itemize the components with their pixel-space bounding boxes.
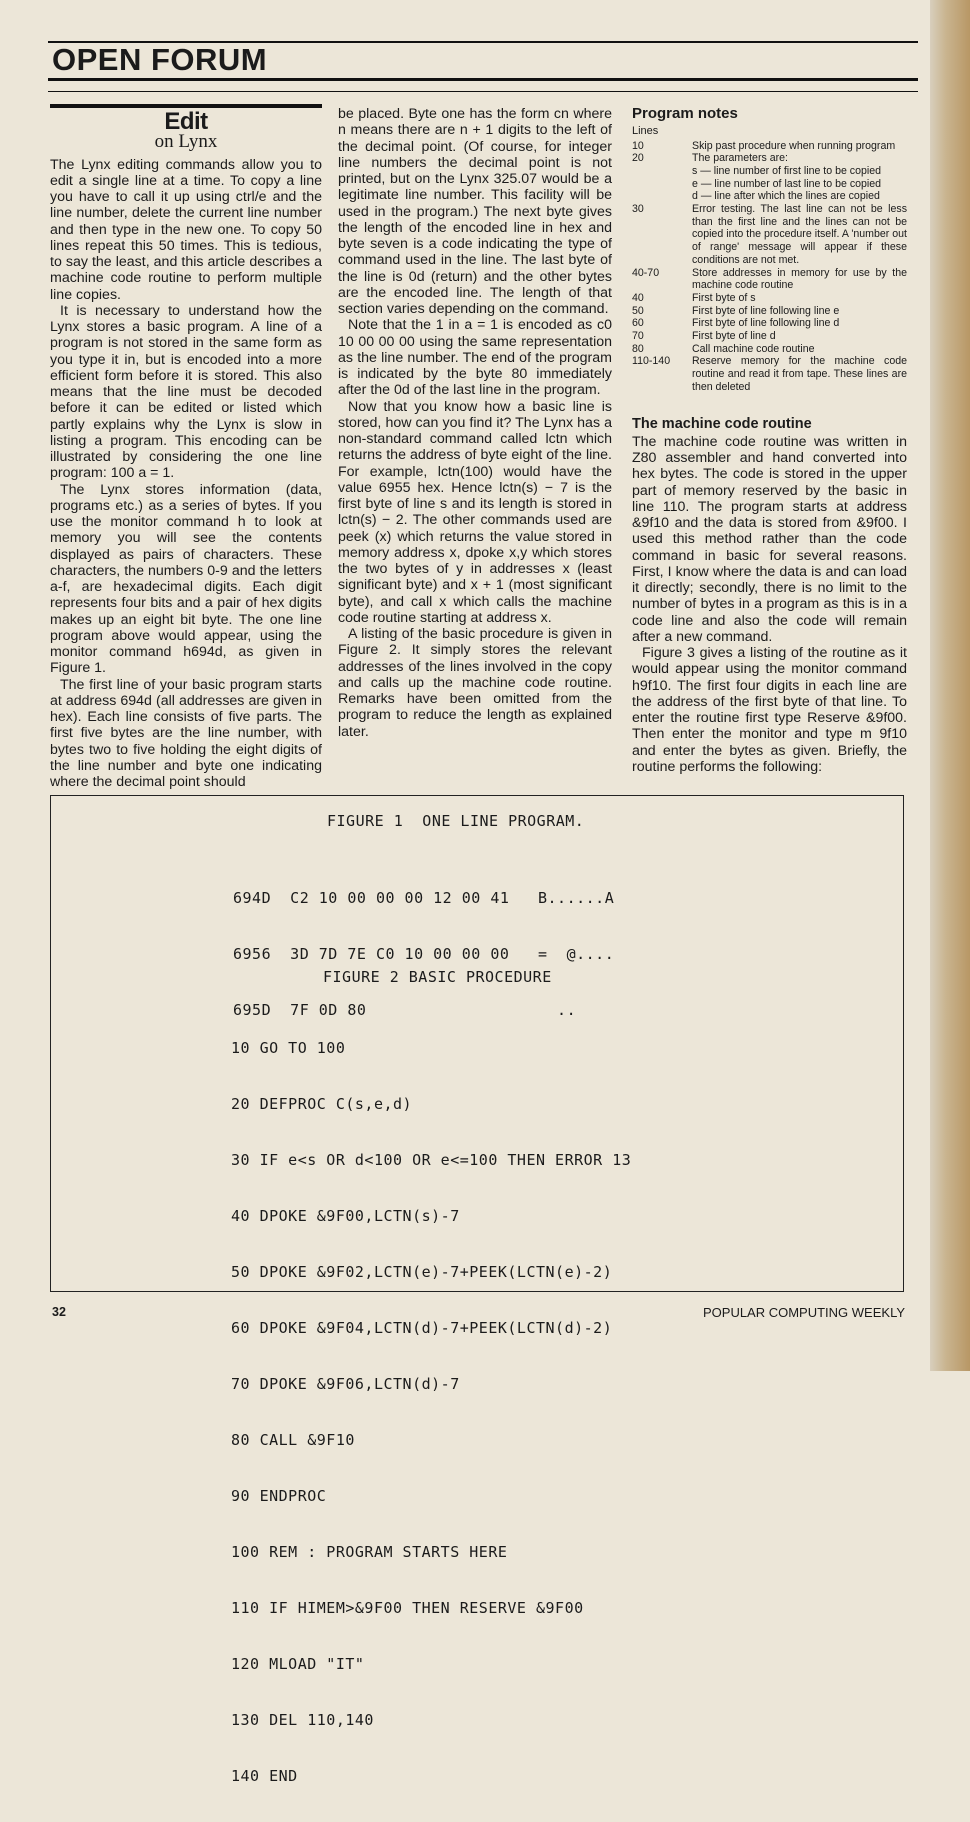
paragraph: The first line of your basic program starts at address 694d (all addresses are given in hex). Each line consists of five parts. The first five bytes are the line number, with bytes two to five holding the eight digits of the line number and byte one indicating where the decimal point should	[50, 676, 322, 790]
note-text: e — line number of last line to be copied	[692, 177, 882, 190]
paragraph: The Lynx editing commands allow you to edit a single line at a time. To copy a line you have to call it up using ctrl/e and the line number, delete the current line number and then type in the new one. To copy 50 lines repeat this 50 times. This is tedious, to say the least, and this article describes a machine code routine to perform multiple line copies.	[50, 156, 322, 303]
note-text: First byte of s	[692, 291, 756, 304]
page-number: 32	[52, 1305, 66, 1319]
paragraph: The machine code routine was written in Z80 assembler and hand converted into hex bytes. The code is stored in the upper part of memory reserved by the basic in line 110. The program starts at address &9f10 and the data is stored from &9f00. I used this method rather than the code command in basic for several reasons. First, I know where the data is and can load it directly; secondly, there is no limit to the number of bytes in a program as this is in a code line and also the code will remain after a new command.	[632, 433, 907, 645]
note-text: Skip past procedure when running program	[692, 139, 896, 152]
article-title: Edit	[164, 108, 208, 135]
note-row	[632, 178, 907, 191]
paragraph: A listing of the basic procedure is given in Figure 2. It simply stores the relevant addresses of the lines involved in the copy and calls up the machine code routine. Remarks have been omitted from the program to reduce the length as explained later.	[338, 626, 612, 740]
code-line: 50 DPOKE &9F02,LCTN(e)-7+PEEK(LCTN(e)-2)	[231, 1263, 613, 1281]
figure-2-title: FIGURE 2 BASIC PROCEDURE	[323, 968, 552, 986]
article-column-3	[632, 106, 907, 775]
note-text: Reserve memory for the machine code routine and read it from tape. These lines are then deleted	[692, 355, 907, 393]
hex-line: 6956 3D 7D 7E C0 10 00 00 00 = @....	[233, 945, 615, 963]
note-line: 40	[632, 291, 644, 304]
hex-line: 694D C2 10 00 00 00 12 00 41 B......A	[233, 889, 615, 907]
publication-name: POPULAR COMPUTING WEEKLY	[702, 1305, 905, 1320]
article-subtitle: on Lynx	[154, 131, 218, 153]
code-line: 100 REM : PROGRAM STARTS HERE	[231, 1543, 508, 1561]
code-line: 70 DPOKE &9F06,LCTN(d)-7	[231, 1375, 460, 1393]
note-line: 50	[632, 304, 644, 317]
code-line: 40 DPOKE &9F00,LCTN(s)-7	[231, 1207, 460, 1225]
program-notes-table	[632, 140, 907, 394]
note-row	[632, 343, 907, 356]
note-line: 10	[632, 139, 644, 152]
note-line: 60	[632, 317, 644, 330]
paragraph: The Lynx stores information (data, programs etc.) as a series of bytes. If you use the monitor command h to look at memory you will see the contents displayed as pairs of characters. These characters, the numbers 0-9 and the letters a-f, are hexadecimal digits. Each digit represents four bits and a pair of hex digits makes up an eight bit byte. The one line program above would appear, using the monitor command h694d, as given in Figure 1.	[50, 481, 322, 677]
code-line: 140 END	[231, 1767, 298, 1785]
program-notes-title: Program notes	[632, 105, 738, 122]
note-line	[632, 178, 692, 191]
code-line: 120 MLOAD "IT"	[231, 1655, 365, 1673]
note-line: 80	[632, 342, 644, 355]
note-row	[632, 190, 907, 203]
code-line: 80 CALL &9F10	[231, 1431, 355, 1449]
note-text: d — line after which the lines are copied	[692, 190, 880, 203]
code-line: 30 IF e<s OR d<100 OR e<=100 THEN ERROR 13	[231, 1151, 632, 1169]
paragraph: be placed. Byte one has the form cn where n means there are n + 1 digits to the left of the decimal point. (Of course, for integer line numbers the decimal point is not printed, but on the Lynx 325.07 would be a legitimate line number. This facility will be used in the program.) The next byte gives the length of the encoded line in hex and byte seven is a code indicating the type of command used in the line. The last byte of the line is 0d (return) and the other bytes are the encoded line. The length of that section varies depending on the command.	[338, 106, 612, 317]
note-row	[632, 305, 907, 318]
paragraph: Note that the 1 in a = 1 is encoded as c0 10 00 00 00 using the same representation as the line number. The end of the program is indicated by the byte 80 immediately after the 0d of the last line in the program.	[338, 317, 612, 399]
code-line: 20 DEFPROC C(s,e,d)	[231, 1095, 413, 1113]
figure-1-title: FIGURE 1 ONE LINE PROGRAM.	[327, 812, 585, 830]
header-thin-rule	[48, 91, 918, 92]
note-row	[632, 317, 907, 330]
code-line: 130 DEL 110,140	[231, 1711, 374, 1729]
note-text: s — line number of first line to be copied	[692, 164, 882, 177]
hex-line: 695D 7F 0D 80 ..	[233, 1001, 577, 1019]
paragraph: It is necessary to understand how the Lynx stores a basic program. A line of a program is not stored in the same form as you type it in, but is encoded into a more efficient form before it is stored. This also means that the line must be decoded before it can be edited or listed which partly explains why the Lynx is slow in listing a program. This encoding can be illustrated by considering the one line program: 100 a = 1.	[50, 302, 322, 482]
note-row	[632, 267, 907, 292]
article-column-1	[50, 104, 322, 790]
paragraph: Figure 3 gives a listing of the routine as it would appear using the monitor command h9f10. The first four digits in each line are the address of the first byte of that line. To enter the routine first type Reserve &9f00. Then enter the monitor and type m 9f10 and enter the bytes as given. Briefly, the routine performs the following:	[632, 645, 907, 775]
code-line: 110 IF HIMEM>&9F00 THEN RESERVE &9F00	[231, 1599, 584, 1617]
note-text: First byte of line following line d	[692, 317, 840, 330]
note-line: 20	[632, 152, 644, 165]
note-line: 40-70	[632, 266, 660, 279]
page-title: OPEN FORUM	[52, 42, 268, 77]
note-line: 110-140	[632, 355, 671, 368]
code-line: 90 ENDPROC	[231, 1487, 327, 1505]
note-line: 30	[632, 203, 644, 216]
note-row	[632, 203, 907, 267]
note-row	[632, 152, 907, 165]
program-notes-lines-label: Lines	[632, 125, 659, 138]
note-row	[632, 292, 907, 305]
note-text: Error testing. The last line can not be less than the first line and the lines can not be copied into the procedure itself. A 'number out of range' message will appear if these conditions are not met.	[692, 203, 907, 266]
section-heading: The machine code routine	[632, 415, 812, 432]
paragraph: Now that you know how a basic line is stored, how can you find it? The Lynx has a non-standard command called lctn which returns the address of byte eight of the line. For example, lctn(100) would have the value 6955 hex. Hence lctn(s) − 7 is the first byte of line s and its length is stored in lctn(s) − 2. The other commands used are peek (x) which returns the value stored in memory address x, dpoke x,y which stores the two bytes of y in addresses x (least significant byte) and x + 1 (most significant byte), and call x which calls the machine code routine starting at address x.	[338, 398, 612, 626]
note-text: The parameters are:	[692, 152, 788, 165]
article-column-2	[338, 106, 612, 740]
page-edge-shadow	[930, 0, 970, 1371]
code-line: 10 GO TO 100	[231, 1039, 346, 1057]
note-text: Call machine code routine	[692, 342, 815, 355]
note-row	[632, 165, 907, 178]
note-row	[632, 140, 907, 153]
note-row	[632, 330, 907, 343]
note-text: First byte of line following line e	[692, 304, 840, 317]
note-text: Store addresses in memory for use by the machine code routine	[692, 266, 907, 292]
code-line: 60 DPOKE &9F04,LCTN(d)-7+PEEK(LCTN(d)-2)	[231, 1319, 613, 1337]
note-line: 70	[632, 330, 644, 343]
note-line	[632, 190, 692, 203]
header-bottom-rule	[48, 78, 918, 81]
note-row	[632, 355, 907, 393]
figure-2-listing	[231, 1002, 631, 1822]
note-text: First byte of line d	[692, 330, 776, 343]
note-line	[632, 165, 692, 178]
